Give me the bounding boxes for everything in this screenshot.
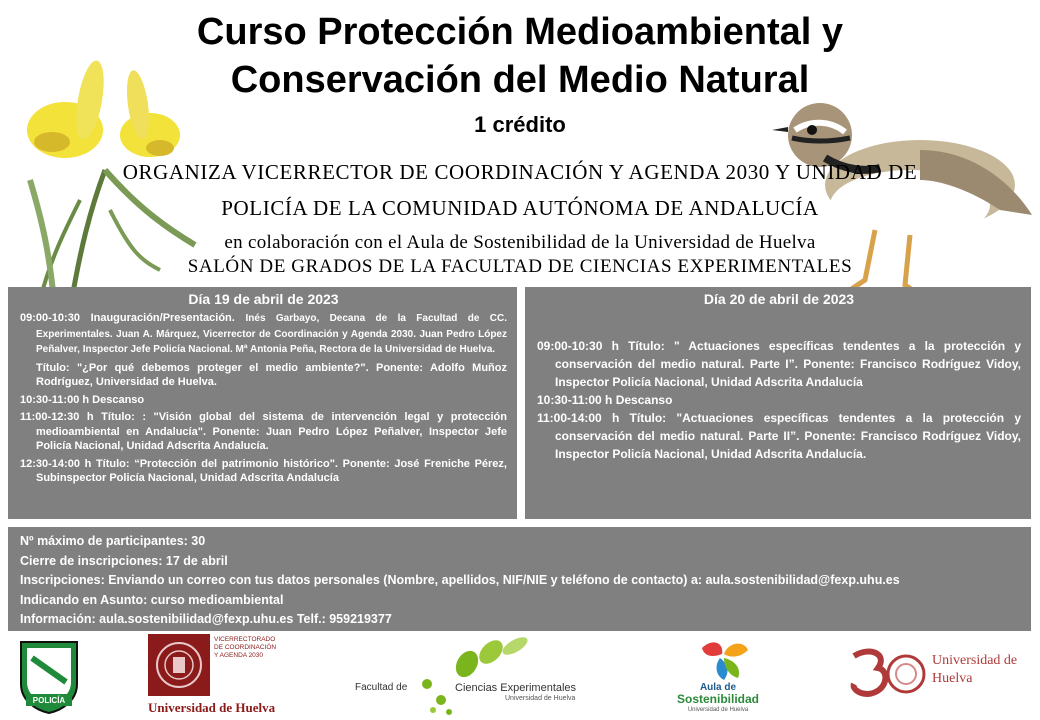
- facultad-ciencias-logo: [355, 636, 595, 716]
- day2-entry-break: 10:30-11:00 h Descanso: [537, 393, 673, 407]
- registration-info-panel: [8, 527, 1031, 631]
- uhu30-wordmark: Universidad de Huelva: [932, 653, 1018, 686]
- aula-sub-text: Universidad de Huelva: [687, 707, 749, 713]
- venue-line: SALÓN DE GRADOS DE LA FACULTAD DE CIENCIAS EXPERIMENTALES: [187, 256, 853, 277]
- day1-entry-inauguration-detail: Inés Garbayo, Decana de la Facultad de CC. Experimentales. Juan A. Márquez, Vicerrector de Coordinación y Agenda 2030. Juan Pedro López Peñalver, Inspector Jefe Policía Nacional. Mª Antonia Peña, Rectora de la Universidad de Huelva.: [36, 313, 508, 355]
- max-participants: Nº máximo de participantes: 30: [20, 534, 206, 548]
- ciencias-text: Ciencias Experimentales: [455, 682, 577, 694]
- day1-schedule-panel: [8, 287, 517, 519]
- subject-instructions: Indicando en Asunto: curso medioambiental: [20, 592, 284, 607]
- day2-title: Día 20 de abril de 2023: [703, 291, 855, 307]
- course-title-line2: Conservación del Medio Natural: [230, 59, 810, 101]
- day1-entry-first-talk: Título: "¿Por qué debemos proteger el medio ambiente?". Ponente: Adolfo Muñoz Rodríguez, Universidad de Huelva.: [36, 361, 507, 388]
- uhu-vicerrectorado-logo: [148, 634, 283, 718]
- collaboration-line: en colaboración con el Aula de Sostenibilidad de la Universidad de Huelva: [224, 232, 816, 253]
- sponsor-logos: [0, 632, 1040, 720]
- day2-entry-part1: 09:00-10:30 h Título: " Actuaciones específicas tendentes a la protección y conservación del medio natural. Parte I”. Ponente: Francisco Rodríguez Vidoy, Inspector Policía Nacional, Unidad Adscrita Andalucía: [537, 339, 1021, 389]
- day2-entry-part2: 11:00-14:00 h Título: "Actuaciones específicas tendentes a la protección y conservación del medio natural. Parte II”. Ponente: Francisco Rodríguez Vidoy, Inspector Policía Nacional, Unidad Adscrita Andalucía.: [537, 411, 1021, 461]
- day1-entry-inauguration: [20, 311, 507, 358]
- organizer-line1: ORGANIZA VICERRECTOR DE COORDINACIÓN Y AGENDA 2030 Y UNIDAD DE: [122, 160, 918, 184]
- policia-logo: [18, 638, 80, 714]
- uhu-seal-icon: [148, 634, 210, 696]
- sostenibilidad-text: Sostenibilidad: [676, 692, 759, 706]
- policia-logo-text: POLICÍA: [32, 696, 66, 705]
- credit-label: 1 crédito: [474, 112, 566, 137]
- registration-deadline: Cierre de inscripciones: 17 de abril: [20, 553, 228, 568]
- uhu-wordmark: Universidad de Huelva: [148, 700, 276, 715]
- facultad-de-text: Facultad de: [355, 682, 408, 693]
- course-title-line1: Curso Protección Medioambiental y: [196, 11, 844, 53]
- facultad-sub-text: Universidad de Huelva: [505, 695, 576, 702]
- day1-entry-break: 10:30-11:00 h Descanso: [20, 393, 145, 406]
- aula-sostenibilidad-logo: [662, 636, 774, 718]
- day1-entry-heritage-talk: 12:30-14:00 h Título: “Protección del patrimonio histórico". Ponente: José Freniche Pérez, Subinspector Policía Nacional, Unidad Adscrita Andalucía: [20, 457, 507, 484]
- thirty-anniversary-icon: [848, 644, 928, 704]
- day1-entry-legal-talk: 11:00-12:30 h Título: : "Visión global del sistema de intervención legal y protección medioambiental en Andalucía". Ponente: Juan Pedro López Peñalver, Inspector Jefe Policía Nacional, Unidad Adscrita Andalucía.: [20, 411, 507, 452]
- day2-schedule-panel: [525, 287, 1031, 519]
- aula-de-text: Aula de: [699, 682, 737, 693]
- contact-info: Información: aula.sostenibilidad@fexp.uhu.es Telf.: 959219377: [20, 612, 392, 626]
- aula-leaf-icon: [694, 636, 750, 682]
- facultad-dots-icon: [415, 636, 535, 716]
- day1-title: Día 19 de abril de 2023: [188, 291, 339, 307]
- vicerrectorado-text: VICERRECTORADO DE COORDINACIÓN Y AGENDA 2030: [214, 636, 277, 659]
- registration-instructions: Inscripciones: Enviando un correo con tus datos personales (Nombre, apellidos, NIF/NIE y teléfono de contacto) a: aula.sostenibilidad@fexp.uhu.es: [20, 573, 900, 587]
- uhu-30-anniversary-logo: [848, 644, 1028, 704]
- day1-entry-inauguration-time: 09:00-10:30 Inauguración/Presentación.: [20, 312, 235, 324]
- organizer-line2: POLICÍA DE LA COMUNIDAD AUTÓNOMA DE ANDALUCÍA: [221, 196, 819, 220]
